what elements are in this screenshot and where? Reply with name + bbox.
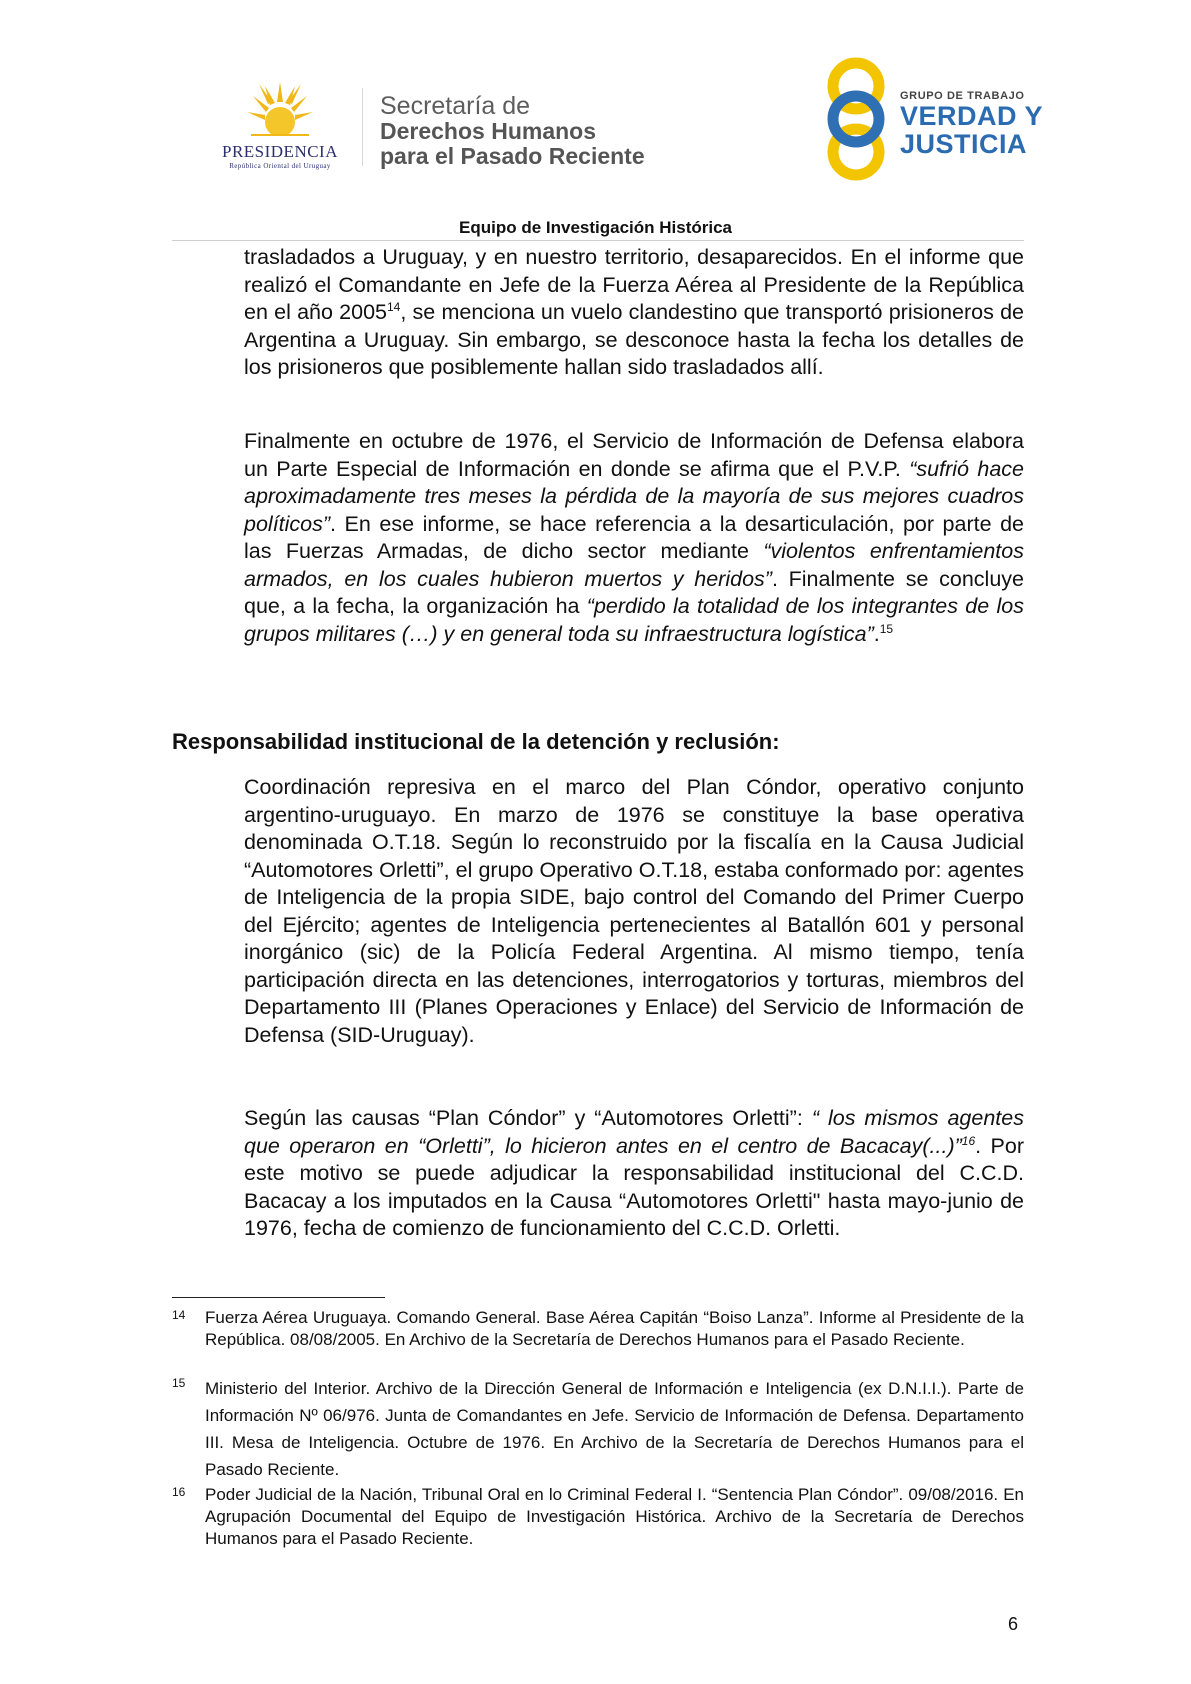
paragraph-1-text: trasladados a Uruguay, y en nuestro territorio, desaparecidos. En el informe que realizó el Comandante en Jefe de la Fuerza Aérea al Presidente de la República en el año 2005 <box>244 245 1024 324</box>
footnote-number: 14 <box>172 1308 186 1322</box>
paragraph-2-quote-3: “perdido la totalidad de los integrantes de los grupos militares (…) y en general toda su infraestructura logística” <box>244 594 1024 646</box>
grupo-line2: JUSTICIA <box>900 129 1028 159</box>
header-rule <box>172 240 1024 241</box>
section-title: Responsabilidad institucional de la detención y reclusión: <box>172 729 780 754</box>
paragraph-2-quote-1: “sufrió hace aproximadamente tres meses la pérdida de la mayoría de sus mejores cuadros políticos” <box>244 456 1024 536</box>
paragraph-3 <box>244 774 1024 1049</box>
grupo-small: GRUPO DE TRABAJO <box>900 90 1025 102</box>
footnote-ref-15: 15 <box>879 621 894 636</box>
page-header <box>0 0 1191 240</box>
paragraph-1-rest: , se menciona un vuelo clandestino que transportó prisioneros de Argentina a Uruguay. Sin embargo, se desconoce hasta la fecha los detalles de los prisioneros que posiblemente hallan sido trasladados allí. <box>244 300 1024 379</box>
team-title: Equipo de Investigación Histórica <box>459 218 732 237</box>
secretaria-line3: para el Pasado Reciente <box>380 143 645 169</box>
paragraph-2-b: . En ese informe, se hace referencia a la desarticulación, por parte de las Fuerzas Armadas, de dicho sector mediante <box>244 511 1024 563</box>
footnote-text: Ministerio del Interior. Archivo de la Dirección General de Información e Inteligencia (ex D.N.I.I.). Parte de Información Nº 06/976. Junta de Comandantes en Jefe. Servicio de Información de Defensa. Departamento III. Mesa de Inteligencia. Octubre de 1976. En Archivo de la Secretaría de Derechos Humanos para el Pasado Reciente. <box>205 1379 1024 1479</box>
presidencia-subtitle: República Oriental del Uruguay <box>229 162 331 170</box>
paragraph-4-a: Según las causas “Plan Cóndor” y “Automotores Orletti”: <box>244 1106 812 1130</box>
sun-emblem-icon <box>245 80 315 142</box>
paragraph-1 <box>244 244 1024 382</box>
page-number: 6 <box>1008 1614 1019 1634</box>
footnote-ref-14: 14 <box>386 299 401 314</box>
secretaria-line2: Derechos Humanos <box>380 118 597 144</box>
paragraph-2-d: . <box>873 621 880 646</box>
footnote-separator <box>172 1297 385 1298</box>
paragraph-4 <box>244 1105 1024 1243</box>
footnote-text: Fuerza Aérea Uruguaya. Comando General. Base Aérea Capitán “Boiso Lanza”. Informe al Presidente de la República. 08/08/2005. En Archivo de la Secretaría de Derechos Humanos para el Pasado Reciente. <box>205 1308 1024 1349</box>
footnote-ref-16: 16 <box>961 1133 976 1148</box>
paragraph-2-c: . Finalmente se concluye que, a la fecha, la organización ha <box>244 566 1024 618</box>
interlocking-rings-icon <box>820 56 900 186</box>
footnote-number: 16 <box>172 1485 186 1499</box>
paragraph-3-text: Coordinación represiva en el marco del Plan Cóndor, operativo conjunto argentino-uruguayo. En marzo de 1976 se constituye la base operativa denominada O.T.18. Según lo reconstruido por la fiscalía en la Causa Judicial “Automotores Orletti”, el grupo Operativo O.T.18, estaba conformado por: agentes de Inteligencia de la propia SIDE, bajo control del Comando del Primer Cuerpo del Ejército; agentes de Inteligencia pertenecientes al Batallón 601 y personal inorgánico (sic) de la Policía Federal Argentina. Al mismo tiempo, tenía participación directa en las detenciones, interrogatorios y torturas, miembros del Departamento III (Planes Operaciones y Enlace) del Servicio de Información de Defensa (SID-Uruguay). <box>244 775 1024 1047</box>
secretaria-title <box>380 94 645 169</box>
secretaria-line1: Secretaría de <box>380 92 531 120</box>
presidencia-name: PRESIDENCIA <box>221 142 338 161</box>
paragraph-4-b: . Por este motivo se puede adjudicar la responsabilidad institucional del C.C.D. Bacacay a los imputados en la Causa “Automotores Orletti" hasta mayo-junio de 1976, fecha de comienzo de funcionamiento del C.C.D. Orletti. <box>244 1133 1024 1240</box>
presidencia-logo <box>205 80 355 170</box>
footnote-number: 15 <box>172 1376 186 1390</box>
grupo-trabajo-logo <box>820 56 1080 186</box>
grupo-trabajo-text <box>900 90 1043 158</box>
footnote-text: Poder Judicial de la Nación, Tribunal Oral en lo Criminal Federal I. “Sentencia Plan Cóndor”. 09/08/2016. En Agrupación Documental del Equipo de Investigación Histórica. Archivo de la Secretaría de Derechos Humanos para el Pasado Reciente. <box>205 1485 1024 1548</box>
header-divider <box>362 88 363 166</box>
paragraph-2-quote-2: “violentos enfrentamientos armados, en los cuales hubieron muertos y heridos” <box>244 539 1024 591</box>
paragraph-4-quote: “ los mismos agentes que operaron en “Orletti”, lo hicieron antes en el centro de Bacacay(...)” <box>244 1106 1024 1158</box>
paragraph-2 <box>244 428 1024 648</box>
grupo-line1: VERDAD Y <box>900 101 1044 131</box>
paragraph-2-a: Finalmente en octubre de 1976, el Servicio de Información de Defensa elabora un Parte Especial de Información en donde se afirma que el P.V.P. <box>244 429 1024 481</box>
